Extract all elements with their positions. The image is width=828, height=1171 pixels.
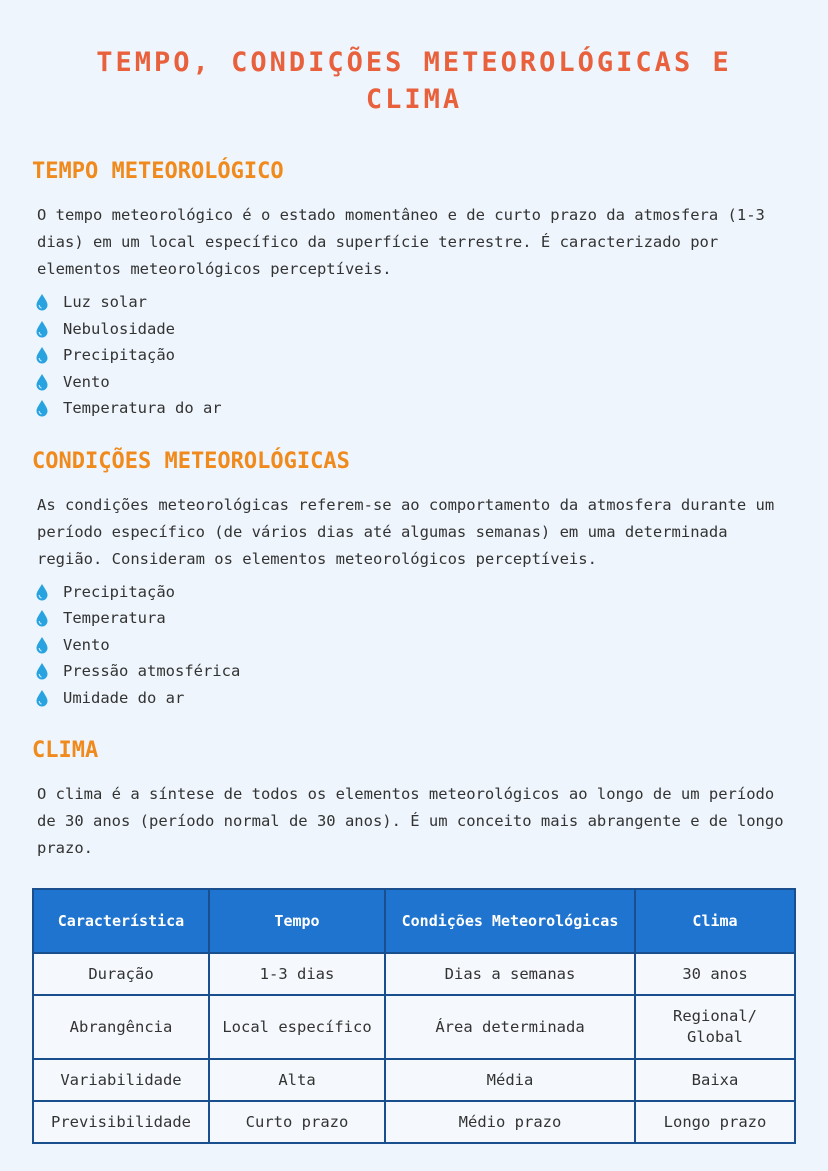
page-title: TEMPO, CONDIÇÕES METEOROLÓGICAS E CLIMA <box>96 47 732 115</box>
list-item: Precipitação <box>34 579 796 606</box>
water-drop-icon <box>34 662 50 680</box>
table-cell: Baixa <box>635 1059 795 1101</box>
table-row <box>33 1101 795 1143</box>
water-drop-icon <box>34 346 50 364</box>
bullet-list <box>32 579 796 712</box>
water-drop-icon <box>34 689 50 707</box>
table-row <box>33 1059 795 1101</box>
water-drop-icon <box>34 609 50 627</box>
list-item: Pressão atmosférica <box>34 658 796 685</box>
section-heading: CLIMA <box>32 738 99 763</box>
list-item: Temperatura do ar <box>34 395 796 422</box>
table-cell: Média <box>385 1059 635 1101</box>
table-cell: Longo prazo <box>635 1101 795 1143</box>
bullet-list <box>32 289 796 422</box>
table-cell: Local específico <box>209 995 385 1059</box>
table-cell: 30 anos <box>635 953 795 995</box>
table-cell: 1-3 dias <box>209 953 385 995</box>
water-drop-icon <box>34 293 50 311</box>
list-item: Vento <box>34 369 796 396</box>
section-heading: TEMPO METEOROLÓGICO <box>32 159 284 184</box>
table-cell: Duração <box>33 953 209 995</box>
section-heading: CONDIÇÕES METEOROLÓGICAS <box>32 448 350 474</box>
table-row <box>33 953 795 995</box>
table-cell: Curto prazo <box>209 1101 385 1143</box>
section-condicoes-meteorologicas <box>32 448 796 712</box>
table-row <box>33 995 795 1059</box>
table-cell: Área determinada <box>385 995 635 1059</box>
column-header: Tempo <box>209 889 385 953</box>
list-item: Nebulosidade <box>34 316 796 343</box>
list-item: Temperatura <box>34 605 796 632</box>
section-text: As condições meteorológicas referem-se ao comportamento da atmosfera durante um período específico (de vários dias até algumas semanas) em uma determinada região. Consideram os elementos meteorológicos perceptíveis. <box>37 495 775 568</box>
section-text: O tempo meteorológico é o estado momentâneo e de curto prazo da atmosfera (1-3 dias) em um local específico da superfície terrestre. É caracterizado por elementos meteorológicos perceptíveis. <box>37 206 765 278</box>
table-cell: Regional/ Global <box>635 995 795 1059</box>
table-header-row <box>33 889 795 953</box>
comparison-table <box>32 888 796 1144</box>
table-cell: Abrangência <box>33 995 209 1059</box>
list-item: Vento <box>34 632 796 659</box>
table-cell: Previsibilidade <box>33 1101 209 1143</box>
water-drop-icon <box>34 373 50 391</box>
list-item: Luz solar <box>34 289 796 316</box>
section-text: O clima é a síntese de todos os elementos meteorológicos ao longo de um período de 30 anos (período normal de 30 anos). É um conceito mais abrangente e de longo prazo. <box>37 785 784 857</box>
water-drop-icon <box>34 636 50 654</box>
water-drop-icon <box>34 399 50 417</box>
water-drop-icon <box>34 320 50 338</box>
section-clima <box>32 737 796 862</box>
section-tempo-meteorologico <box>32 158 796 422</box>
table-cell: Médio prazo <box>385 1101 635 1143</box>
table-cell: Variabilidade <box>33 1059 209 1101</box>
table-cell: Alta <box>209 1059 385 1101</box>
column-header: Condições Meteorológicas <box>385 889 635 953</box>
water-drop-icon <box>34 583 50 601</box>
list-item: Precipitação <box>34 342 796 369</box>
column-header: Característica <box>33 889 209 953</box>
list-item: Umidade do ar <box>34 685 796 712</box>
column-header: Clima <box>635 889 795 953</box>
table-cell: Dias a semanas <box>385 953 635 995</box>
